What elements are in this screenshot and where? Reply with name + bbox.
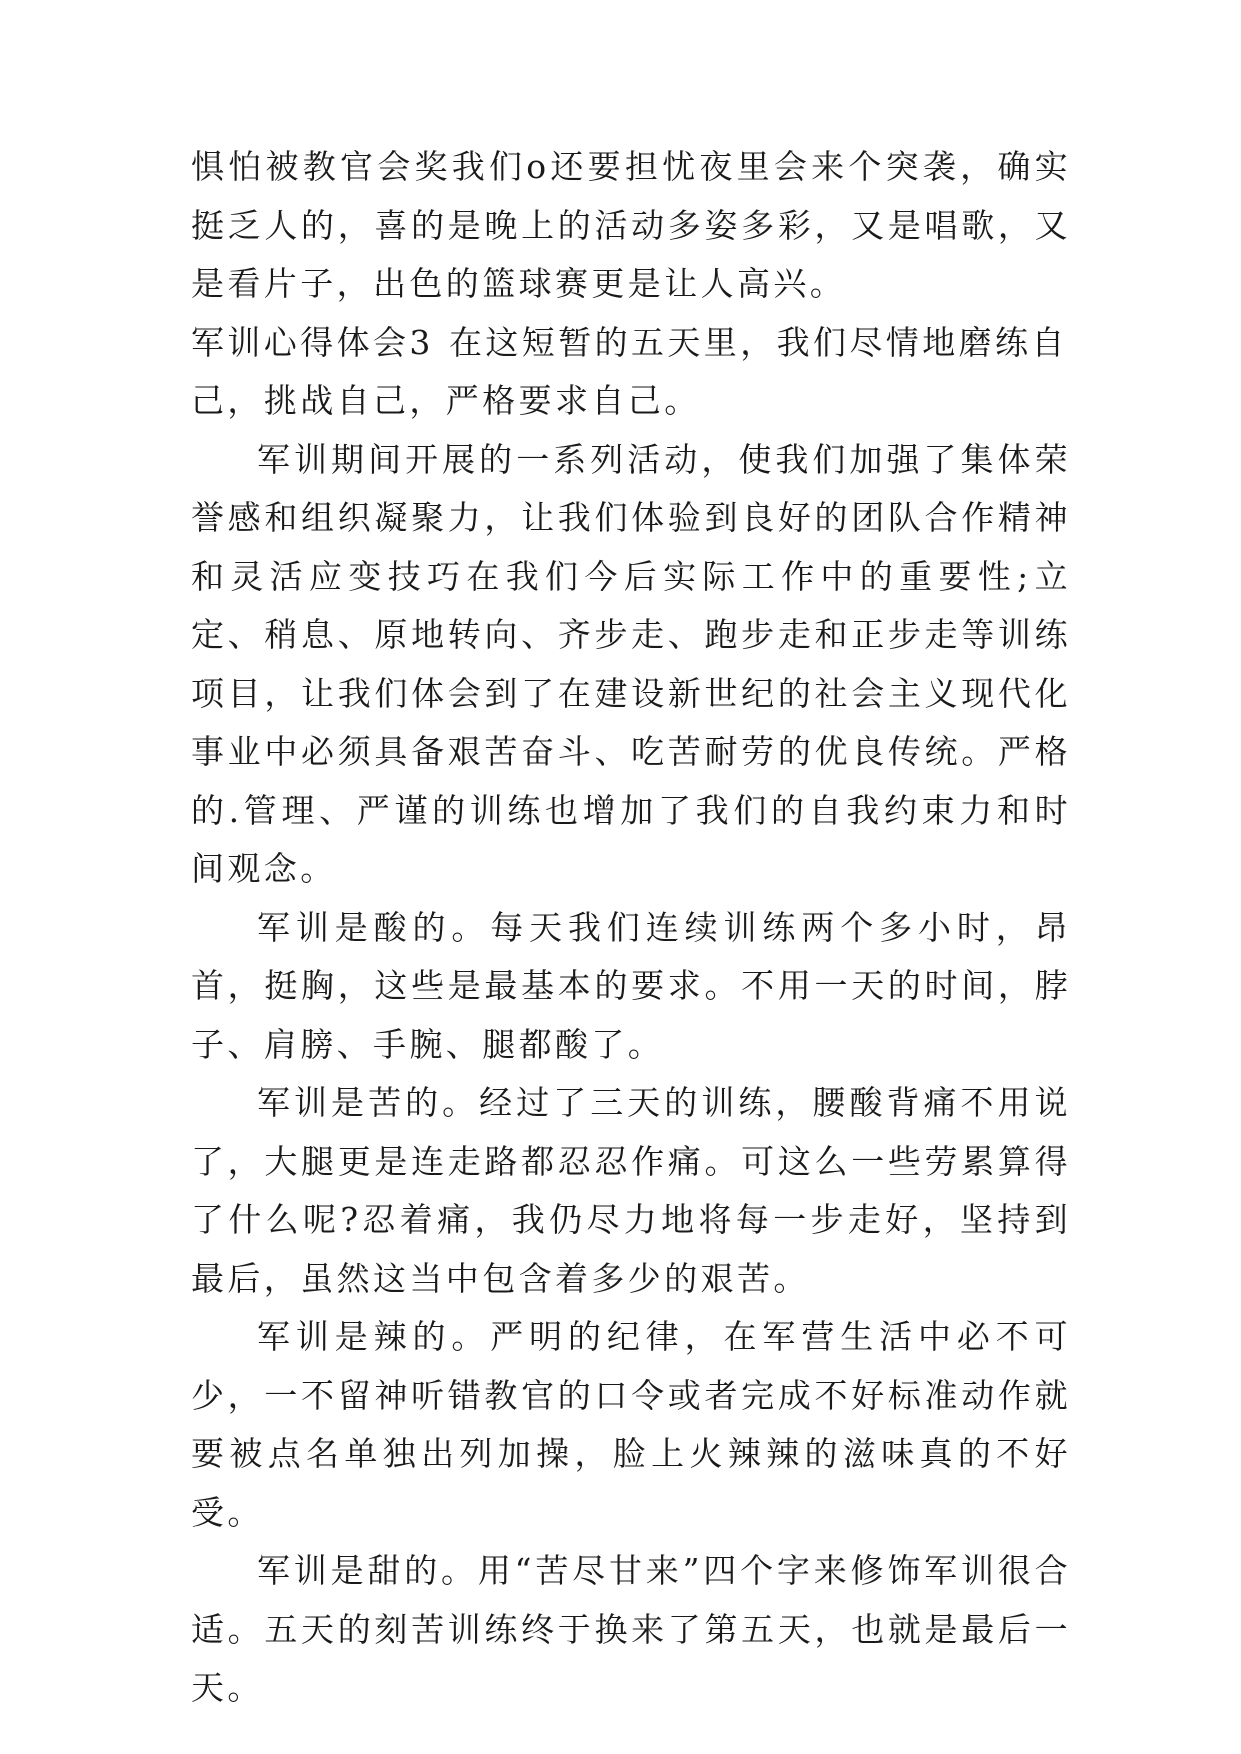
lead-paragraph: 惧怕被教官会奖我们ο还要担忧夜里会来个突袭，确实挺乏人的，喜的是晚上的活动多姿多彩，又是唱歌，又是看片子，出色的篮球赛更是让人高兴。 <box>191 147 1071 303</box>
document-body <box>191 138 1071 1718</box>
section-title: 军训心得体会3 <box>191 322 434 362</box>
body-paragraph: 军训是酸的。每天我们连续训练两个多小时，昂首，挺胸，这些是最基本的要求。不用一天的时间，脖子、肩膀、手腕、腿都酸了。 <box>191 907 1071 1064</box>
body-paragraph: 军训是辣的。严明的纪律，在军营生活中必不可少，一不留神听错教官的口令或者完成不好标准动作就要被点名单独出列加操，脸上火辣辣的滋味真的不好受。 <box>191 1317 1071 1532</box>
body-paragraph: 军训是甜的。用“苦尽甘来”四个字来修饰军训很合适。五天的刻苦训练终于换来了第五天，也就是最后一天。 <box>191 1551 1071 1707</box>
body-paragraph: 军训期间开展的一系列活动，使我们加强了集体荣誉感和组织凝聚力，让我们体验到良好的团队合作精神和灵活应变技巧在我们今后实际工作中的重要性;立定、稍息、原地转向、齐步走、跑步走和正步走等训练项目，让我们体会到了在建设新世纪的社会主义现代化事业中必须具备艰苦奋斗、吃苦耐劳的优良传统。严格的.管理、严谨的训练也增加了我们的自我约束力和时间观念。 <box>191 439 1071 888</box>
section-heading-line <box>191 314 1071 431</box>
body-paragraph: 军训是苦的。经过了三天的训练，腰酸背痛不用说了，大腿更是连走路都忍忍作痛。可这么一些劳累算得了什么呢?忍着痛，我仍尽力地将每一步走好，坚持到最后，虽然这当中包含着多少的艰苦。 <box>191 1083 1071 1298</box>
section-intro: 在这短暂的五天里，我们尽情地磨练自己，挑战自己，严格要求自己。 <box>191 322 1068 420</box>
